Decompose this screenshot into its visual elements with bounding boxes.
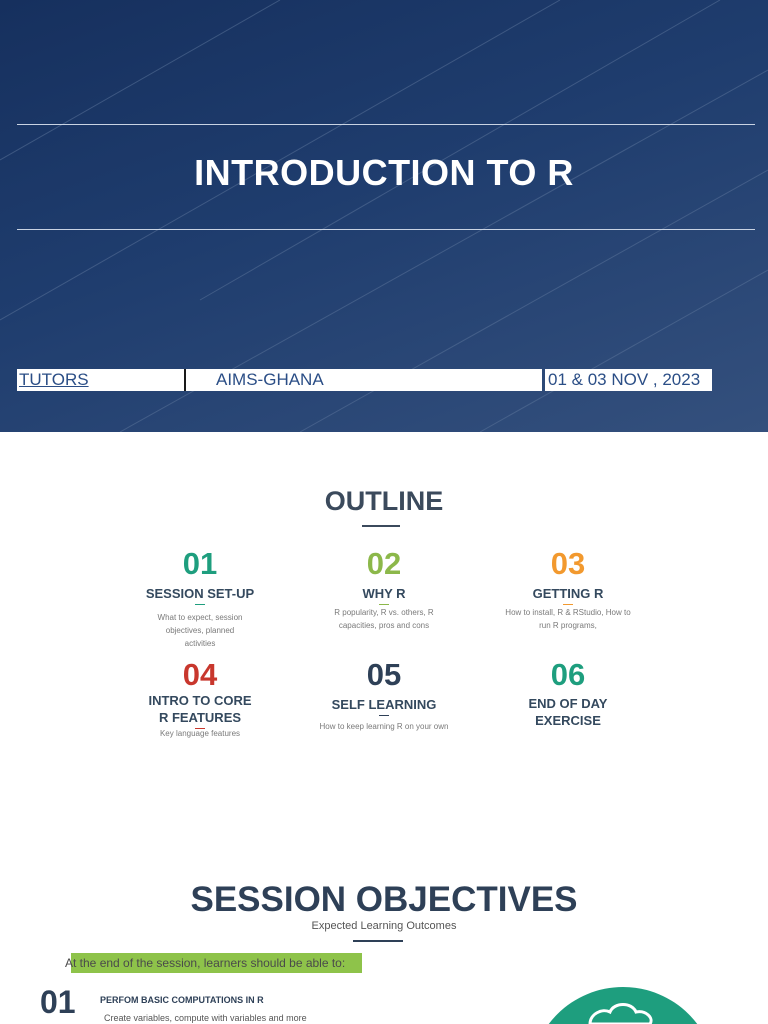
outline-item-number: 03 — [550, 546, 586, 581]
outline-item-description: What to expect, session objectives, planned activities — [157, 613, 243, 648]
outline-item-label: INTRO TO CORE R FEATURES — [148, 693, 252, 725]
outline-item-label: WHY R — [362, 586, 406, 601]
cloud-icon — [530, 980, 720, 1024]
outline-title: OUTLINE — [324, 486, 444, 516]
tutors-link[interactable]: TUTORS — [19, 370, 89, 389]
outline-item-number: 01 — [182, 546, 218, 581]
outline-item-dash — [379, 715, 389, 716]
title-slide — [0, 0, 768, 432]
session-dates: 01 & 03 NOV , 2023 — [548, 370, 701, 389]
outline-item-label: SESSION SET-UP — [145, 586, 255, 601]
outline-item-4 — [110, 658, 290, 740]
footer-separator — [184, 369, 186, 391]
outline-item-dash — [195, 604, 205, 605]
objectives-subtitle: Expected Learning Outcomes — [311, 920, 457, 932]
outline-item-5 — [294, 658, 474, 733]
outline-item-dash — [563, 604, 573, 605]
outline-item-label: GETTING R — [532, 586, 604, 601]
organization-label: AIMS-GHANA — [216, 370, 324, 389]
outline-item-number: 06 — [550, 657, 586, 692]
outline-item-description: How to install, R & RStudio, How to run R programs, — [505, 608, 631, 630]
outline-item-label: SELF LEARNING — [331, 697, 437, 712]
outline-item-3 — [478, 547, 658, 632]
outline-item-description: R popularity, R vs. others, R capacities, pros and cons — [334, 608, 434, 630]
objective-heading: PERFOM BASIC COMPUTATIONS IN R — [100, 995, 264, 1005]
objective-description: Create variables, compute with variables and more — [104, 1013, 307, 1023]
objectives-intro: At the end of the session, learners should be able to: — [65, 956, 346, 970]
outline-item-1 — [110, 547, 290, 650]
outline-item-dash — [379, 604, 389, 605]
outline-item-description: Key language features — [159, 729, 241, 738]
presentation-title: INTRODUCTION TO R — [194, 152, 574, 193]
outline-item-label: END OF DAY EXERCISE — [528, 696, 608, 728]
outline-item-number: 04 — [182, 657, 218, 692]
outline-title-rule — [362, 525, 400, 527]
outline-item-description: How to keep learning R on your own — [319, 722, 449, 731]
outline-item-number: 05 — [366, 657, 402, 692]
title-top-rule — [17, 124, 755, 125]
objective-number: 01 — [40, 984, 76, 1020]
title-bottom-rule — [17, 229, 755, 230]
outline-item-6 — [478, 658, 658, 729]
outline-item-number: 02 — [366, 546, 402, 581]
outline-item-2 — [294, 547, 474, 632]
objectives-title: SESSION OBJECTIVES — [190, 880, 578, 919]
diagonal-lines-decoration — [0, 0, 768, 432]
objectives-title-rule — [353, 940, 403, 942]
